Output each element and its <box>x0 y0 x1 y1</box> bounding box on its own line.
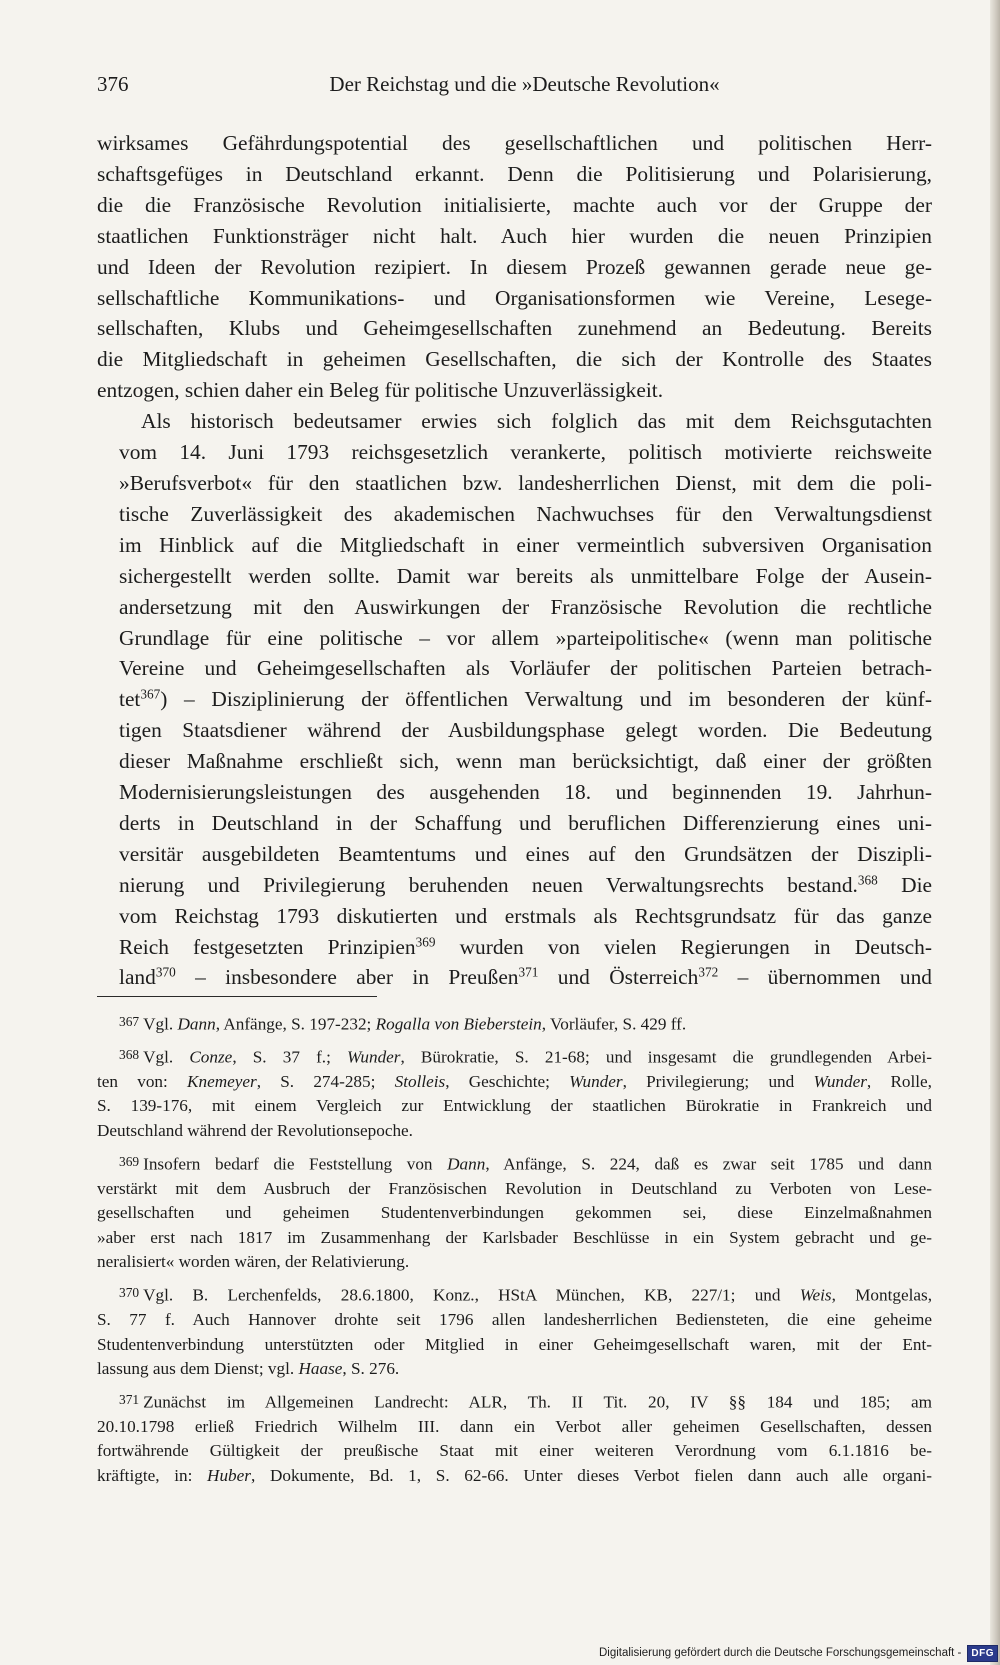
footnote-line: gesellschaften und geheimen Studentenverbindungen gekommen sei, diese Einzelmaßnahmen <box>97 1203 932 1223</box>
text-fragment: lassung aus dem Dienst; vgl. <box>97 1359 299 1379</box>
text-line <box>97 684 932 715</box>
author-name: Dann <box>447 1154 486 1173</box>
author-name: Wunder <box>813 1071 867 1091</box>
text-line: sellschaftliche Kommunikations- und Organisationsformen wie Vereine, Lesege- <box>97 285 932 310</box>
paragraph-2 <box>97 406 932 993</box>
footnote-line <box>97 1070 932 1095</box>
text-line: derts in Deutschland in der Schaffung und beruflichen Differenzierung eines uni- <box>119 810 932 835</box>
text-fragment: wurden von vielen Regierungen in Deutsch- <box>435 934 932 959</box>
footnote-370 <box>97 1281 932 1382</box>
text-fragment: Vgl. B. Lerchenfelds, 28.6.1800, Konz., HStA München, KB, 227/1; und <box>143 1285 800 1305</box>
page-edge <box>990 0 1000 1665</box>
author-name: Huber <box>207 1465 251 1485</box>
text-fragment: , Anfänge, S. 197-232; <box>215 1014 376 1034</box>
text-fragment: – insbesondere aber in Preußen <box>175 965 519 990</box>
paragraph-1 <box>97 128 932 406</box>
text-fragment: , S. 274-285; <box>256 1071 395 1091</box>
text-line <box>97 870 932 901</box>
author-name: Wunder <box>569 1071 623 1091</box>
text-line: staatlichen Funktionsträger nicht halt. Auch hier wurden die neuen Prinzipien <box>97 223 932 248</box>
text-line: Als historisch bedeutsamer erwies sich folglich das mit dem Reichsgutachten <box>141 409 932 434</box>
footnote-368 <box>97 1043 932 1144</box>
text-line: dieser Maßnahme erschließt sich, wenn man berücksichtigt, daß einer der größten <box>119 749 932 774</box>
text-fragment: und Österreich <box>538 965 699 990</box>
text-fragment: , S. 276. <box>342 1359 400 1379</box>
text-fragment: tet <box>119 687 141 712</box>
footnote-line <box>97 1281 932 1308</box>
footnote-371 <box>97 1388 932 1489</box>
text-fragment: , S. 37 f.; <box>232 1047 348 1067</box>
text-line: Grundlage für eine politische – vor allem »parteipolitische« (wenn man politische <box>119 625 932 650</box>
footnote-line: neralisiert« worden wären, der Relativierung. <box>97 1252 410 1272</box>
text-fragment: , Montgelas, <box>831 1285 932 1305</box>
text-line <box>97 962 932 993</box>
footnote-line: 20.10.1798 erließ Friedrich Wilhelm III. dann ein Verbot aller geheimen Gesellschaften, dessen <box>97 1416 932 1436</box>
footnote-line <box>97 1043 932 1070</box>
text-fragment: Zunächst im Allgemeinen Landrecht: ALR, Th. II Tit. 20, IV §§ 184 und 185; am <box>143 1392 932 1412</box>
text-line: tigen Staatsdiener während der Ausbildungsphase gelegt worden. Die Bedeutung <box>119 718 932 743</box>
text-line: vom 14. Juni 1793 reichsgesetzlich verankerte, politisch motivierte reichsweite <box>119 440 932 465</box>
dfg-logo[interactable]: DFG <box>967 1645 998 1662</box>
text-fragment: , Privilegierung; und <box>622 1071 814 1091</box>
text-line: Vereine und Geheimgesellschaften als Vorläufer der politischen Parteien betrach- <box>119 656 932 681</box>
author-name: Dann <box>177 1014 216 1034</box>
footnote-line: verstärkt mit dem Ausbruch der Französischen Revolution in Deutschland zu Verboten von Lese- <box>97 1178 932 1198</box>
digitization-footer <box>599 1641 1000 1665</box>
footnote-ref-371[interactable]: 371 <box>518 965 539 981</box>
text-fragment: Reich festgesetzten Prinzipien <box>119 934 416 959</box>
footnote-divider <box>97 996 377 997</box>
footnote-line: »aber erst nach 1817 im Zusammenhang der Karlsbader Beschlüsse in ein System gebracht und ge- <box>97 1227 932 1247</box>
text-fragment: land <box>119 965 156 990</box>
text-line: »Berufsverbot« für den staatlichen bzw. landesherrlichen Dienst, mit dem die poli- <box>119 470 932 495</box>
author-name: Haase <box>298 1359 343 1379</box>
footnote-line <box>97 1357 932 1382</box>
footnote-367 <box>97 1010 932 1037</box>
body-text <box>97 128 932 993</box>
text-fragment: , Bürokratie, S. 21-68; und insgesamt die grundlegenden Arbei- <box>400 1047 933 1067</box>
text-fragment: Vgl. <box>143 1014 178 1034</box>
page-header <box>97 72 932 108</box>
text-line: andersetzung mit den Auswirkungen der Französische Revolution die rechtliche <box>119 594 932 619</box>
footer-text: Digitalisierung gefördert durch die Deutsche Forschungsgemeinschaft - <box>598 1647 962 1659</box>
footnote-line: Studentenverbindung unterstützten oder Mitglied in einer Geheimgesellschaft waren, mit der Ent- <box>97 1334 932 1354</box>
footnote-number: 368 <box>119 1046 140 1062</box>
footnote-line: Deutschland während der Revolutionsepoche. <box>97 1121 413 1141</box>
footnote-ref-369[interactable]: 369 <box>415 934 436 950</box>
footnote-line: S. 77 f. Auch Hannover drohte seit 1796 allen landesherrlichen Bediensteten, die eine geheime <box>97 1309 932 1329</box>
text-line: entzogen, schien daher ein Beleg für politische Unzuverlässigkeit. <box>97 378 664 403</box>
footnote-line <box>97 1150 932 1177</box>
text-line: schaftsgefüges in Deutschland erkannt. Denn die Politisierung und Polarisierung, <box>97 161 932 186</box>
text-line: die Mitgliedschaft in geheimen Gesellschaften, die sich der Kontrolle des Staates <box>97 347 932 372</box>
footnote-ref-370[interactable]: 370 <box>155 965 176 981</box>
author-name: Conze <box>189 1047 233 1067</box>
text-line: tische Zuverlässigkeit des akademischen Nachwuchses für den Verwaltungsdienst <box>119 501 932 526</box>
footnote-number: 371 <box>119 1391 140 1407</box>
footnote-line: S. 139-176, mit einem Vergleich zur Entwicklung der staatlichen Bürokratie in Frankreich und <box>97 1096 932 1116</box>
footnote-ref-367[interactable]: 367 <box>140 687 161 703</box>
text-fragment: ) – Disziplinierung der öffentlichen Verwaltung und im besonderen der künf- <box>160 687 932 712</box>
text-line: im Hinblick auf die Mitgliedschaft in einer vermeintlich subversiven Organisation <box>119 532 932 557</box>
text-line: und Ideen der Revolution rezipiert. In diesem Prozeß gewannen gerade neue ge- <box>97 254 932 279</box>
text-fragment: Vgl. <box>143 1047 190 1067</box>
footnote-line: fortwährende Gültigkeit der preußische Staat mit einer weiteren Verordnung vom 6.1.1816 be- <box>97 1441 932 1461</box>
text-line: wirksames Gefährdungspotential des gesellschaftlichen und politischen Herr- <box>97 131 932 155</box>
text-fragment: kräftigte, in: <box>97 1465 208 1485</box>
text-line <box>97 932 932 963</box>
author-name: Weis <box>799 1285 832 1305</box>
text-line: versitär ausgebildeten Beamtentums und eines auf den Grundsätzen der Diszipli- <box>119 841 932 866</box>
text-fragment: , Geschichte; <box>445 1071 570 1091</box>
author-name: Rogalla von Bieberstein <box>375 1014 542 1034</box>
text-line: Modernisierungsleistungen des ausgehenden 18. und beginnenden 19. Jahrhun- <box>119 780 932 805</box>
footnote-ref-372[interactable]: 372 <box>698 965 719 981</box>
page-number: 376 <box>97 72 129 96</box>
text-line: sichergestellt werden sollte. Damit war bereits als unmittelbare Folge der Ausein- <box>119 563 932 588</box>
text-fragment: , Dokumente, Bd. 1, S. 62-66. Unter dieses Verbot fielen dann auch alle organi- <box>250 1465 932 1485</box>
footnote-ref-368[interactable]: 368 <box>857 872 878 888</box>
author-name: Knemeyer <box>187 1071 257 1091</box>
text-fragment: Insofern bedarf die Feststellung von <box>143 1154 448 1173</box>
footnote-line <box>97 1388 932 1415</box>
footnote-369 <box>97 1150 932 1275</box>
author-name: Wunder <box>347 1047 401 1067</box>
running-head: Der Reichstag und die »Deutsche Revolution« <box>329 72 720 96</box>
footnote-number: 370 <box>119 1284 140 1300</box>
text-fragment: – übernommen und <box>718 965 932 990</box>
author-name: Stolleis <box>394 1071 446 1091</box>
text-fragment: , Vorläufer, S. 429 ff. <box>541 1014 687 1034</box>
text-fragment: nierung und Privilegierung beruhenden neuen Verwaltungsrechts bestand. <box>119 872 858 897</box>
text-line: sellschaften, Klubs und Geheimgesellschaften zunehmend an Bedeutung. Bereits <box>97 316 932 341</box>
footnote-line <box>97 1464 932 1489</box>
text-line: die die Französische Revolution initialisierte, machte auch vor der Gruppe der <box>97 192 932 217</box>
footnote-number: 369 <box>119 1153 140 1169</box>
text-fragment: , Anfänge, S. 224, daß es zwar seit 1785 und dann <box>485 1154 932 1173</box>
footnotes <box>97 1010 932 1494</box>
footnote-line <box>97 1010 932 1037</box>
text-fragment: ten von: <box>97 1071 188 1091</box>
footnote-number: 367 <box>119 1014 140 1029</box>
text-fragment: Die <box>877 872 933 897</box>
text-fragment: , Rolle, <box>866 1071 932 1091</box>
text-line: vom Reichstag 1793 diskutierten und erstmals als Rechtsgrundsatz für das ganze <box>119 903 932 928</box>
